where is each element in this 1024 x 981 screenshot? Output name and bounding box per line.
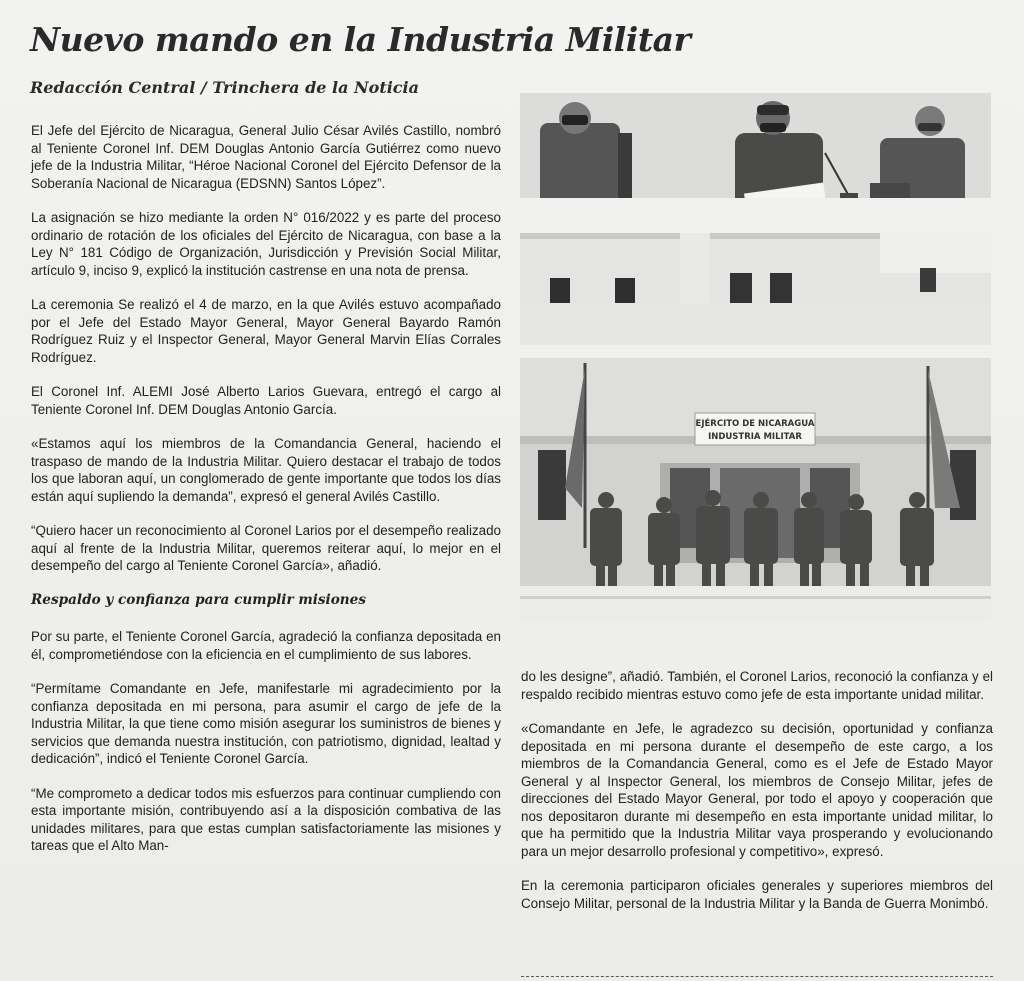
paragraph: «Comandante en Jefe, le agradezco su decisión, oportunidad y confianza depositada en mi persona durante el desempeño de este cargo, a los miembros de la Comandancia General, como es el Jefe de Estado Mayor General y al Inspector General, los miembros de Consejo Militar, jefes de direcciones del Estado Mayor General, por todo el apoyo y cooperación que nos depositaron durante mi desempeño en esta importante unidad militar, lo que ha permitido que la Industria Militar vaya prosperando y evolucionando para un mejor desarrollo profesional y competitivo», expresó. bbox=[521, 721, 993, 859]
paragraph: El Jefe del Ejército de Nicaragua, General Julio César Avilés Castillo, nombró al Teniente Coronel Inf. DEM Douglas Antonio García Gutiérrez como nuevo jefe de la Industria Militar, “Héroe Nacional Coronel del Ejército Defensor de la Soberanía Nacional de Nicaragua (EDSNN) Santos López”. bbox=[31, 123, 501, 191]
paragraph: «Estamos aquí los miembros de la Comandancia General, haciendo el traspaso de mando de la Industria Militar. Quiero destacar el trabajo de todos los que laboran aquí, un conglomerado de gente importante que todos los días están aquí supliendo la demanda”, expresó el general Avilés Castillo. bbox=[31, 436, 501, 504]
paragraph: do les designe”, añadió. También, el Coronel Larios, reconoció la confianza y el respaldo recibido mientras estuvo como jefe de esta importante unidad militar. bbox=[521, 669, 993, 702]
sign-line-2: INDUSTRIA MILITAR bbox=[708, 432, 802, 442]
bottom-dashed-rule bbox=[521, 976, 993, 977]
photo-formation bbox=[520, 358, 991, 621]
paragraph: La ceremonia Se realizó el 4 de marzo, en la que Avilés estuvo acompañado por el Jefe del Estado Mayor General, Mayor General Bayardo Ramón Rodríguez Ruiz y el Inspector General, Mayor General Marvin Elías Corrales Rodríguez. bbox=[31, 297, 501, 365]
paragraph: La asignación se hizo mediante la orden N° 016/2022 y es parte del proceso ordinario de rotación de los oficiales del Ejército de Nicaragua, con base a la Ley N° 181 Código de Organización, Jurisdicción y Previsión Social Militar, artículo 9, inciso 9, explicó la institución castrense en una nota de prensa. bbox=[31, 210, 501, 278]
sign-line-1: EJÉRCITO DE NICARAGUA bbox=[695, 419, 815, 429]
left-column bbox=[31, 122, 501, 872]
paragraph: El Coronel Inf. ALEMI José Alberto Larios Guevara, entregó el cargo al Teniente Coronel Inf. DEM Douglas Antonio García. bbox=[31, 384, 501, 417]
formation-illustration bbox=[520, 358, 991, 621]
paragraph: Por su parte, el Teniente Coronel García, agradeció la confianza depositada en él, comprometiéndose con la eficiencia en el cumplimiento de sus labores. bbox=[31, 629, 501, 662]
article-subheading: Respaldo y confianza para cumplir misiones bbox=[31, 591, 366, 608]
article-headline: Nuevo mando en la Industria Militar bbox=[30, 20, 691, 59]
paragraph: “Quiero hacer un reconocimiento al Coronel Larios por el desempeño realizado aquí al frente de la Industria Militar, queremos reiterar aquí, lo mejor en el desempeño del cargo al Teniente Coronel García», añadió. bbox=[31, 523, 501, 573]
paragraph: En la ceremonia participaron oficiales generales y superiores miembros del Consejo Militar, personal de la Industria Militar y la Banda de Guerra Monimbó. bbox=[521, 878, 993, 911]
signing-ceremony-illustration bbox=[520, 93, 991, 345]
article-byline: Redacción Central / Trinchera de la Noticia bbox=[30, 78, 419, 97]
photo-signing-ceremony bbox=[520, 93, 991, 345]
right-column bbox=[521, 668, 993, 929]
paragraph: “Me comprometo a dedicar todos mis esfuerzos para continuar cumpliendo con esta importante misión, contribuyendo así a la disposición combativa de las unidades militares, para que estas cumplan satisfactoriamente las misiones y tareas que el Alto Man- bbox=[31, 785, 501, 853]
paragraph: “Permítame Comandante en Jefe, manifestarle mi agradecimiento por la confianza depositada en mi persona, para asumir el cargo de jefe de la Industria Militar, la que tiene como misión asegurar los suministros de bienes y servicios que demanda nuestra institución, con patriotismo, dignidad, lealtad y dedicación”, indicó el Teniente Coronel García. bbox=[31, 681, 501, 766]
